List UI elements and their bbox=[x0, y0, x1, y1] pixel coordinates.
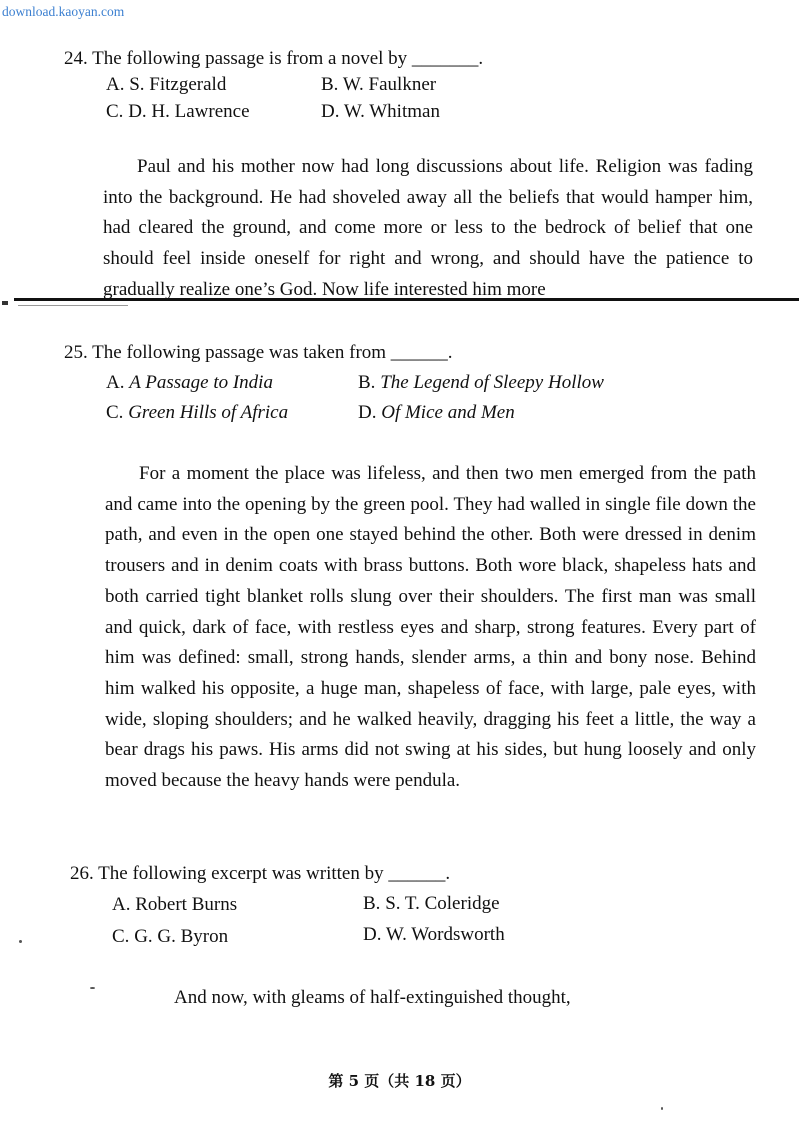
option-b bbox=[358, 372, 604, 394]
option-letter: A. bbox=[106, 74, 125, 95]
passage-text: Paul and his mother now had long discussions about life. Religion was fading into the background. He had shoveled away all the beliefs that would hamper him, had cleared the ground, and come more or less to the bedrock of belief that one should feel inside oneself for right and wrong, and should have the patience to gradually realize one’s God. Now life interested him more bbox=[103, 156, 753, 298]
option-a bbox=[112, 894, 237, 916]
option-letter: C. bbox=[112, 926, 130, 947]
option-a bbox=[106, 74, 226, 96]
option-text: Of Mice and Men bbox=[381, 402, 515, 423]
page-divider-secondary bbox=[18, 305, 128, 306]
option-c bbox=[106, 101, 250, 123]
option-text: Robert Burns bbox=[135, 894, 238, 915]
question-stem: 24. The following passage is from a novel by _______. bbox=[64, 48, 484, 69]
watermark-link[interactable]: download.kaoyan.com bbox=[2, 4, 125, 19]
option-text: Green Hills of Africa bbox=[128, 402, 289, 423]
page-number: 第 5 页（共 18 页） bbox=[328, 1072, 471, 1090]
scan-speck bbox=[90, 987, 95, 989]
option-text: W. Whitman bbox=[343, 101, 440, 122]
option-letter: A. bbox=[106, 372, 125, 393]
option-letter: B. bbox=[363, 893, 381, 914]
option-text: The Legend of Sleepy Hollow bbox=[380, 372, 604, 393]
option-letter: C. bbox=[106, 101, 124, 122]
option-text: S. T. Coleridge bbox=[385, 893, 500, 914]
option-a bbox=[106, 372, 273, 394]
question-stem: 26. The following excerpt was written by ______. bbox=[70, 863, 451, 884]
option-letter: B. bbox=[358, 372, 376, 393]
option-text: W. Faulkner bbox=[342, 74, 437, 95]
option-d bbox=[363, 924, 505, 946]
option-b bbox=[321, 74, 436, 96]
page-divider bbox=[14, 298, 799, 301]
passage bbox=[105, 459, 756, 797]
option-letter: D. bbox=[358, 402, 377, 423]
scan-mark bbox=[2, 301, 8, 305]
option-letter: A. bbox=[112, 894, 131, 915]
option-letter: B. bbox=[321, 74, 339, 95]
scan-speck bbox=[19, 940, 22, 943]
question-stem: 25. The following passage was taken from ______. bbox=[64, 342, 453, 363]
option-d bbox=[358, 402, 515, 424]
option-text: D. H. Lawrence bbox=[128, 101, 250, 122]
passage-text: For a moment the place was lifeless, and then two men emerged from the path and came into the opening by the green pool. They had walled in single file down the path, and even in the open one stayed behind the other. Both were dressed in denim trousers and in denim coats with brass buttons. Both wore black, shapeless hats and both carried tight blanket rolls slung over their shoulders. The first man was small and quick, dark of face, with restless eyes and sharp, strong features. Every part of him was defined: small, strong hands, slender arms, a thin and bony nose. Behind him walked his opposite, a huge man, shapeless of face, with large, pale eyes, with wide, sloping shoulders; and he walked heavily, dragging his feet a little, the way a bear drags his paws. His arms did not swing at his sides, but hung loosely and only moved because the heavy hands were pendula. bbox=[105, 463, 756, 792]
scan-speck bbox=[661, 1107, 663, 1110]
option-text: A Passage to India bbox=[129, 372, 273, 393]
option-letter: D. bbox=[363, 924, 382, 945]
poem-line: And now, with gleams of half-extinguished thought, bbox=[174, 987, 571, 1008]
option-letter: D. bbox=[321, 101, 340, 122]
option-letter: C. bbox=[106, 402, 124, 423]
option-text: G. G. Byron bbox=[134, 926, 229, 947]
option-text: S. Fitzgerald bbox=[129, 74, 227, 95]
passage bbox=[103, 152, 753, 298]
option-c bbox=[112, 926, 228, 948]
option-text: W. Wordsworth bbox=[385, 924, 505, 945]
option-d bbox=[321, 101, 440, 123]
option-b bbox=[363, 893, 500, 915]
option-c bbox=[106, 402, 288, 424]
